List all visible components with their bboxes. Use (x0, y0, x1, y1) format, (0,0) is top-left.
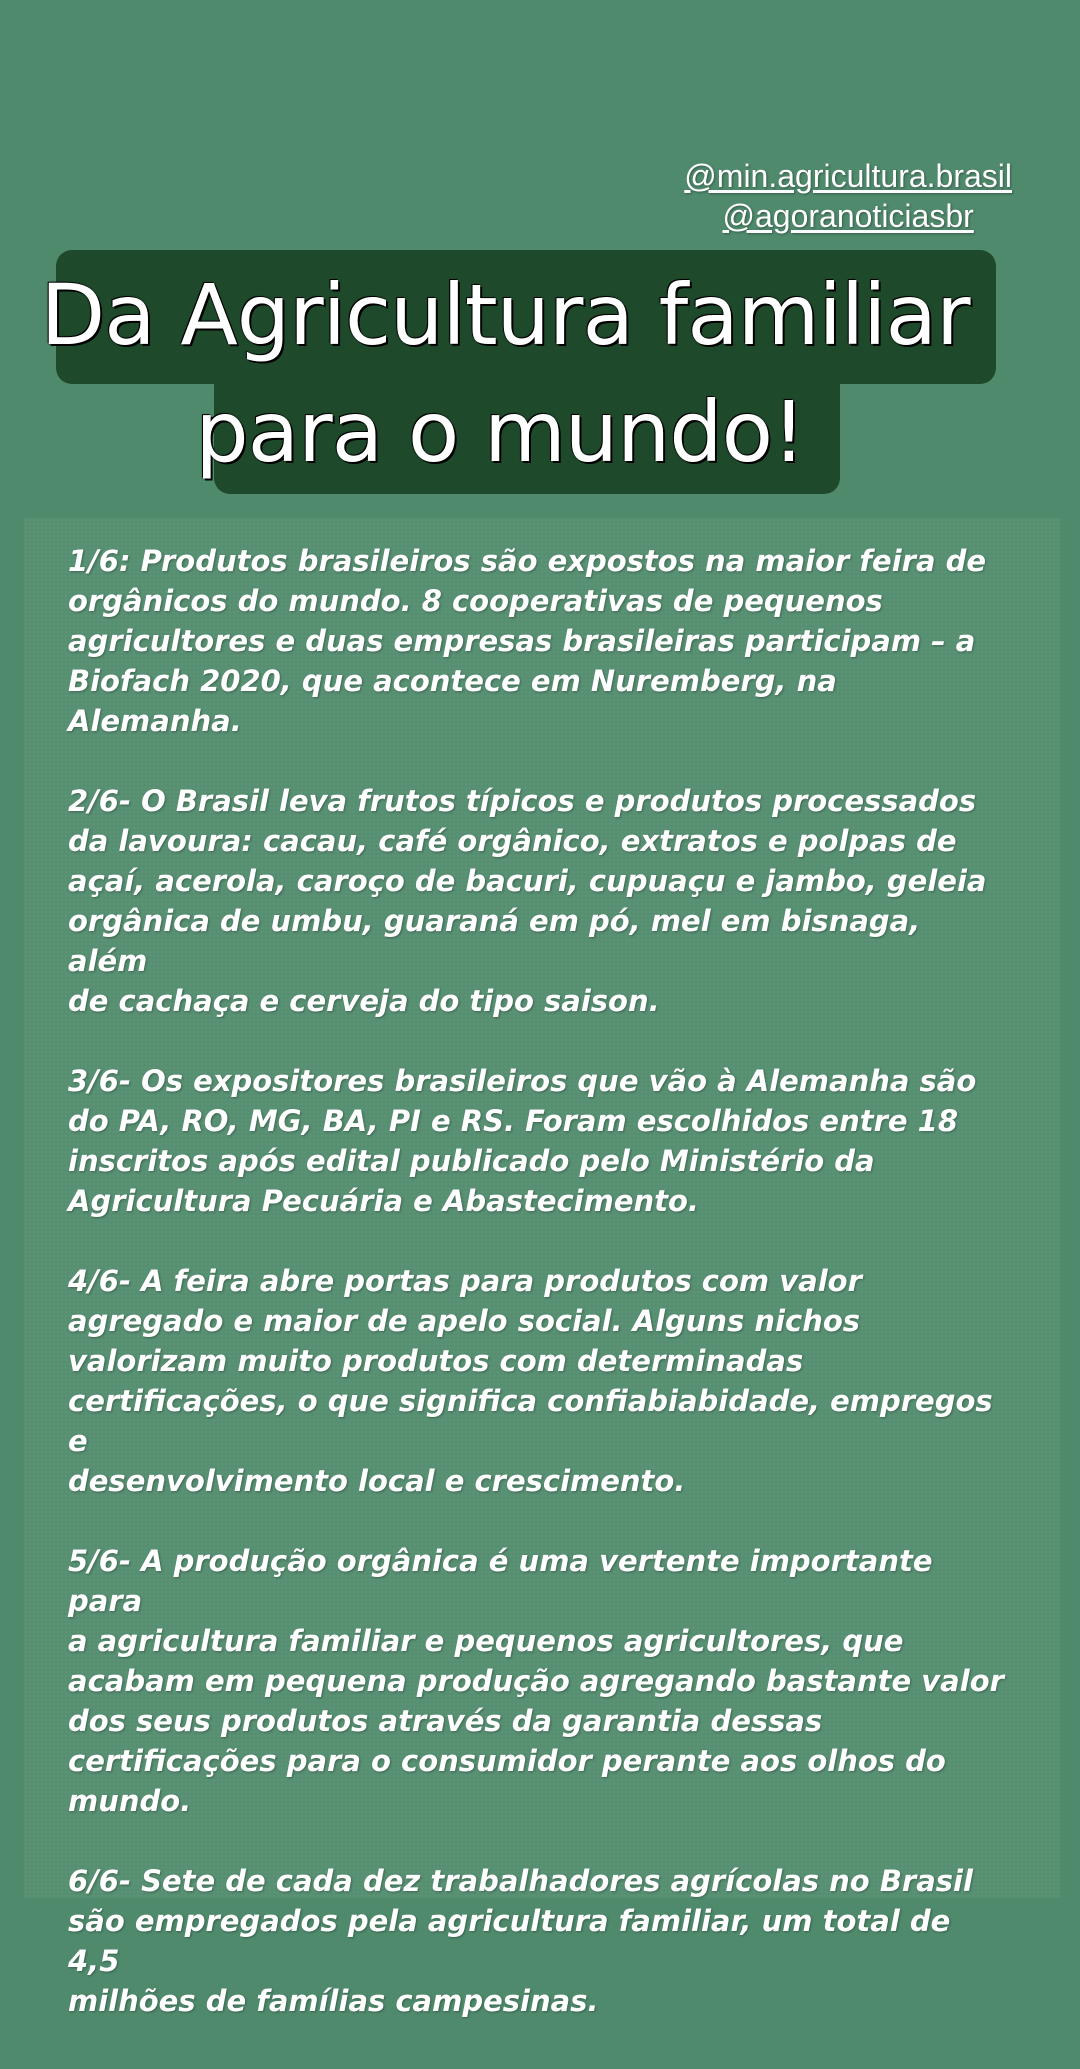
paragraph-5: 5/6- A produção orgânica é uma vertente importante para a agricultura familiar e pequenos agricultores, que acabam em pequena produção agregando bastante valor dos seus produtos através da garantia dessas certificações para o consumidor perante aos olhos do mundo. (68, 1544, 1004, 1818)
title-line1: Da Agricultura familiar (40, 266, 970, 364)
content (68, 541, 1008, 2061)
handles (684, 156, 1012, 236)
paragraph-4: 4/6- A feira abre portas para produtos com valor agregado e maior de apelo social. Alguns nichos valorizam muito produtos com determinadas certificações, o que significa confiabiabidade, empregos e desenvolvimento local e crescimento. (68, 1264, 993, 1498)
handle-agoranoticias[interactable]: @agoranoticiasbr (722, 198, 974, 234)
handle-min-agricultura[interactable]: @min.agricultura.brasil (684, 158, 1012, 194)
paragraph-3: 3/6- Os expositores brasileiros que vão à Alemanha são do PA, RO, MG, BA, PI e RS. Foram escolhidos entre 18 inscritos após edital publicado pelo Ministério da Agricultura Pecuária e Abastecimento. (68, 1064, 977, 1218)
title-line2: para o mundo! (195, 383, 805, 481)
paragraph-2: 2/6- O Brasil leva frutos típicos e produtos processados da lavoura: cacau, café orgânico, extratos e polpas de açaí, acerola, caroço de bacuri, cupuaçu e jambo, geleia orgânica de umbu, guaraná em pó, mel em bisnaga, além de cachaça e cerveja do tipo saison. (68, 784, 987, 1018)
paragraph-6: 6/6- Sete de cada dez trabalhadores agrícolas no Brasil são empregados pela agricultura familiar, um total de 4,5 milhões de famílias campesinas. (68, 1864, 973, 2018)
paragraph-1: 1/6: Produtos brasileiros são expostos na maior feira de orgânicos do mundo. 8 cooperativas de pequenos agricultores e duas empresas brasileiras participam – a Biofach 2020, que acontece em Nuremberg, na Alemanha. (68, 544, 987, 738)
